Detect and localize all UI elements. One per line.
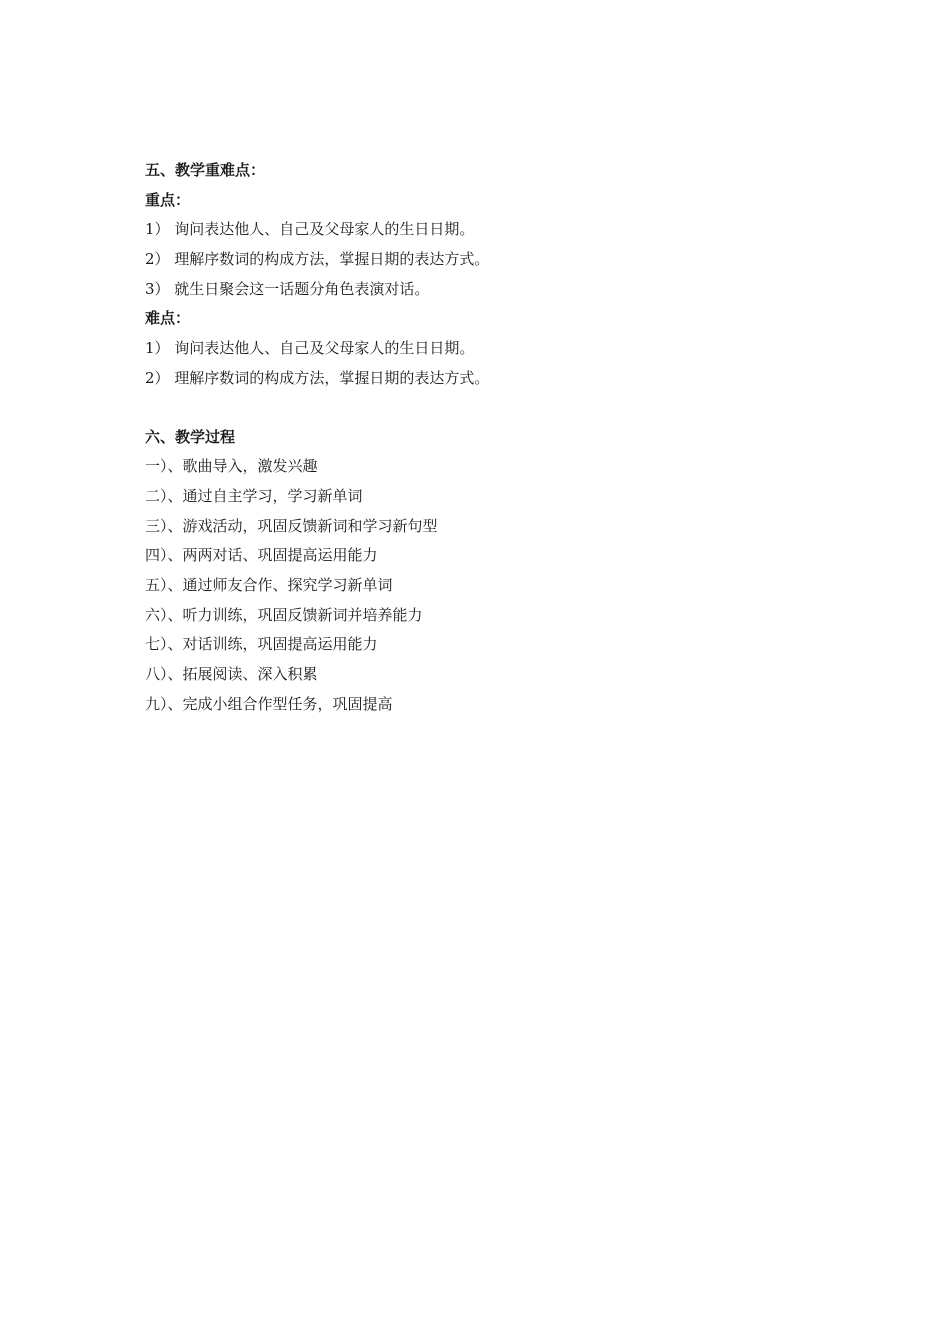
- difficult-point-item: 1） 询问表达他人、自己及父母家人的生日日期。: [145, 339, 475, 358]
- teaching-step: 五）、通过师友合作、探究学习新单词: [145, 575, 393, 594]
- section-spacer: [145, 394, 845, 423]
- key-points-label: 重点：: [145, 190, 191, 209]
- section-6-heading: 六、教学过程: [145, 427, 236, 446]
- key-point-item: 1） 询问表达他人、自己及父母家人的生日日期。: [145, 220, 475, 239]
- document-body: [145, 156, 845, 719]
- teaching-step: 三）、游戏活动，巩固反馈新词和学习新句型: [145, 516, 438, 535]
- teaching-step: 六）、听力训练，巩固反馈新词并培养能力: [145, 605, 423, 624]
- teaching-step: 四）、两两对话、巩固提高运用能力: [145, 546, 378, 565]
- difficult-point-item: 2） 理解序数词的构成方法，掌握日期的表达方式。: [145, 368, 490, 387]
- teaching-step: 九）、完成小组合作型任务，巩固提高: [145, 694, 393, 713]
- teaching-step: 八）、拓展阅读、深入积累: [145, 665, 318, 683]
- teaching-step: 二）、通过自主学习，学习新单词: [145, 486, 363, 505]
- teaching-step: 七）、对话训练，巩固提高运用能力: [145, 635, 378, 654]
- key-point-item: 3） 就生日聚会这一话题分角色表演对话。: [145, 279, 430, 298]
- key-point-item: 2） 理解序数词的构成方法，掌握日期的表达方式。: [145, 250, 490, 269]
- section-5-heading: 五、教学重难点：: [145, 161, 266, 179]
- difficult-points-label: 难点：: [145, 309, 191, 328]
- teaching-step: 一）、歌曲导入，激发兴趣: [145, 457, 318, 476]
